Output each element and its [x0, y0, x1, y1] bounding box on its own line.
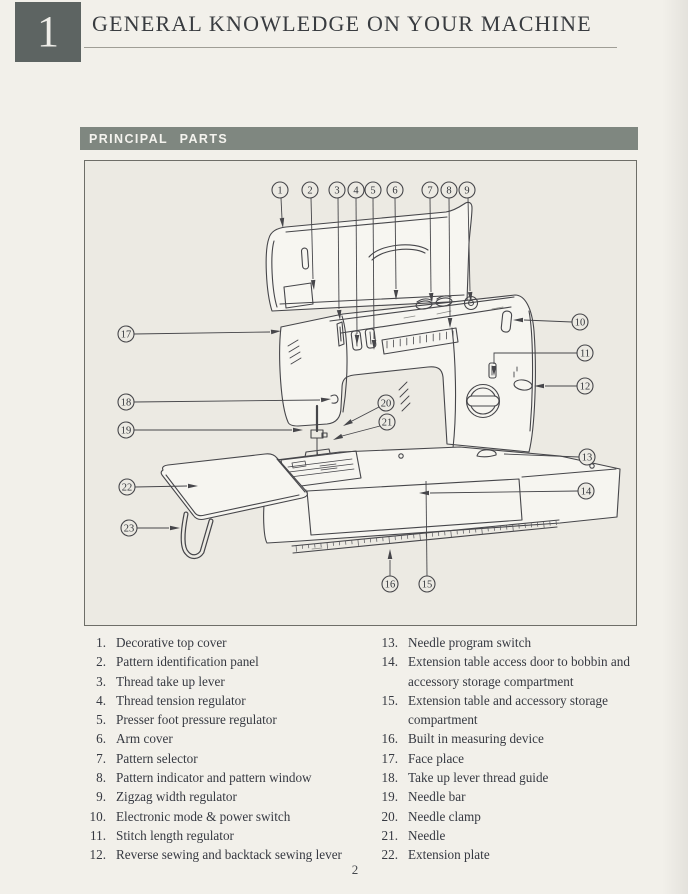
svg-text:5: 5	[370, 185, 376, 197]
callout-19	[118, 422, 303, 438]
part-number: 8.	[96, 770, 106, 786]
svg-text:18: 18	[120, 397, 132, 409]
part-list-item	[374, 729, 664, 748]
svg-text:4: 4	[353, 185, 359, 197]
part-number: 9.	[96, 789, 106, 805]
part-number: 19.	[381, 789, 398, 805]
svg-text:16: 16	[384, 579, 396, 591]
part-number: 16.	[381, 731, 398, 747]
part-label: Decorative top cover	[116, 635, 227, 650]
part-number: 14.	[381, 654, 398, 670]
title-rule	[84, 47, 617, 48]
svg-text:15: 15	[421, 579, 433, 591]
part-label: Stitch length regulator	[116, 827, 234, 843]
sewing-machine-illustration	[84, 160, 637, 626]
part-number: 21.	[381, 827, 398, 843]
part-list-item	[82, 787, 368, 806]
part-label: Presser foot pressure regulator	[116, 712, 277, 728]
svg-text:20: 20	[380, 398, 392, 410]
svg-text:17: 17	[120, 329, 132, 341]
section-banner	[80, 127, 638, 150]
callout-21	[333, 414, 395, 440]
callout-16	[382, 549, 398, 592]
part-list-item	[374, 787, 664, 806]
svg-text:3: 3	[334, 185, 340, 197]
part-list-item	[82, 826, 368, 845]
svg-text:21: 21	[381, 417, 393, 429]
chapter-number: 1	[37, 7, 59, 56]
part-list-item	[82, 633, 368, 652]
part-list-item	[82, 710, 368, 729]
part-label: Pattern selector	[116, 750, 198, 766]
part-label: Extension plate	[408, 847, 490, 863]
dial-handle	[467, 396, 499, 406]
part-label: Reverse sewing and backtack sewing lever	[116, 847, 342, 863]
part-list-item	[374, 691, 664, 730]
svg-text:6: 6	[392, 185, 398, 197]
callout-23	[121, 520, 180, 536]
part-label: Needle program switch	[408, 635, 532, 650]
part-number: 22.	[381, 847, 398, 863]
machine-base	[264, 447, 620, 543]
part-list-item	[374, 749, 664, 768]
part-label: Thread tension regulator	[116, 692, 246, 708]
svg-text:19: 19	[120, 425, 132, 437]
callout-1	[272, 182, 288, 228]
callout-12	[534, 378, 593, 394]
part-label: Arm cover	[116, 731, 173, 747]
part-label: Take up lever thread guide	[408, 770, 549, 786]
page-number: 2	[351, 862, 359, 877]
part-list-item	[82, 768, 368, 787]
callout-17	[118, 326, 281, 342]
part-number: 10.	[89, 808, 106, 824]
part-list-item	[82, 652, 368, 671]
section-banner-label: PRINCIPAL PARTS	[89, 131, 229, 146]
svg-text:14: 14	[580, 486, 592, 498]
chapter-number-box	[15, 2, 81, 62]
part-number: 5.	[96, 712, 106, 728]
parts-list-left	[82, 633, 368, 865]
part-label: Needle clamp	[408, 808, 481, 824]
part-number: 13.	[381, 635, 398, 650]
part-label: Extension table and accessory storage compartment	[408, 692, 608, 728]
part-number: 11.	[90, 827, 106, 843]
part-number: 4.	[96, 692, 106, 708]
part-label: Face place	[408, 750, 465, 766]
part-label: Pattern indicator and pattern window	[116, 770, 312, 786]
part-label: Thread take up lever	[116, 673, 225, 689]
part-list-item	[374, 807, 664, 826]
principal-parts-diagram	[84, 160, 637, 626]
pillar-vents	[399, 382, 410, 411]
part-label: Needle bar	[408, 789, 466, 805]
part-number: 18.	[381, 770, 398, 786]
part-number: 15.	[381, 692, 398, 708]
part-label: Electronic mode & power switch	[116, 808, 291, 824]
part-list-item	[82, 691, 368, 710]
part-number: 20.	[381, 808, 398, 824]
svg-text:8: 8	[446, 185, 452, 197]
part-list-item	[374, 826, 664, 845]
part-label: Pattern identification panel	[116, 654, 259, 670]
part-list-item	[82, 749, 368, 768]
page-title: GENERAL KNOWLEDGE ON YOUR MACHINE	[92, 11, 592, 36]
part-label: Needle	[408, 827, 446, 843]
svg-text:2: 2	[307, 185, 313, 197]
part-list-item	[374, 652, 664, 691]
svg-text:11: 11	[579, 348, 591, 360]
power-switch-lever	[501, 311, 512, 333]
svg-text:1: 1	[277, 185, 283, 197]
part-list-item	[374, 768, 664, 787]
svg-text:12: 12	[579, 381, 591, 393]
svg-text:13: 13	[581, 452, 593, 464]
svg-text:7: 7	[427, 185, 433, 197]
part-list-item	[374, 633, 664, 652]
part-number: 1.	[96, 635, 106, 650]
svg-text:23: 23	[123, 523, 135, 535]
part-list-item	[82, 807, 368, 826]
part-number: 7.	[96, 750, 106, 766]
part-number: 6.	[96, 731, 106, 747]
svg-text:22: 22	[121, 482, 133, 494]
svg-text:9: 9	[464, 185, 470, 197]
part-label: Built in measuring device	[408, 731, 544, 747]
part-number: 3.	[96, 673, 106, 689]
part-label: Extension table access door to bobbin and accessory storage compartment	[408, 654, 630, 689]
part-number: 12.	[89, 847, 106, 863]
part-number: 17.	[381, 750, 398, 766]
svg-text:10: 10	[574, 317, 586, 329]
part-list-item	[82, 729, 368, 748]
part-label: Zigzag width regulator	[116, 789, 237, 805]
part-number: 2.	[96, 654, 106, 670]
parts-list-right	[374, 633, 664, 865]
part-list-item	[82, 672, 368, 691]
